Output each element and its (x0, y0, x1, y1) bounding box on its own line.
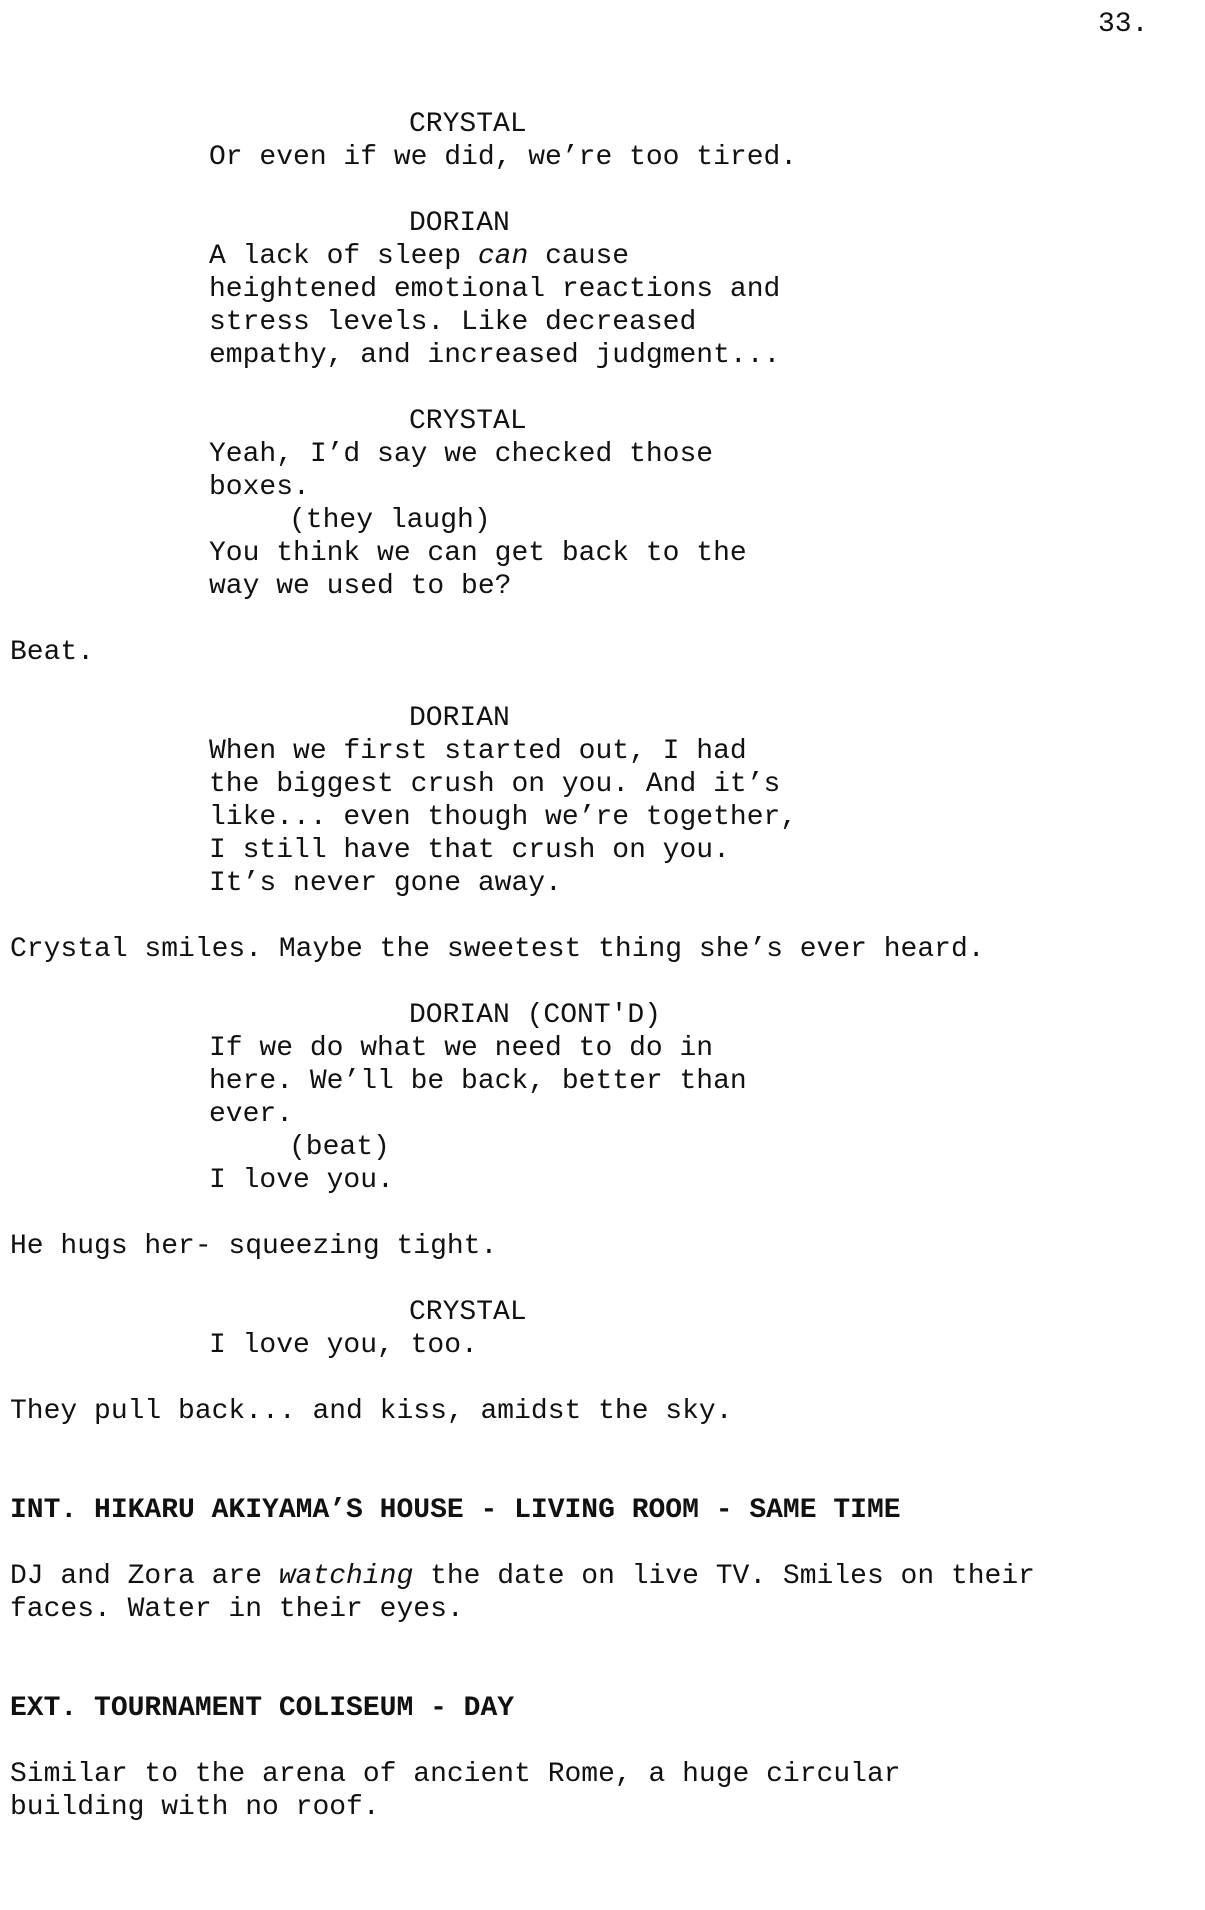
scene-heading: EXT. TOURNAMENT COLISEUM - DAY (10, 1693, 515, 1724)
dialogue-text: A lack of sleep (209, 241, 478, 272)
parenthetical: (they laugh) (289, 505, 491, 536)
character-name: CRYSTAL (409, 1297, 527, 1328)
dialogue-line: I still have that crush on you. (209, 835, 730, 866)
action-line: faces. Water in their eyes. (10, 1594, 464, 1625)
character-name: DORIAN (CONT'D) (409, 1000, 662, 1031)
character-name: CRYSTAL (409, 109, 527, 140)
dialogue-line: boxes. (209, 472, 310, 503)
character-name: CRYSTAL (409, 406, 527, 437)
dialogue-line: stress levels. Like decreased (209, 307, 697, 338)
dialogue-line: way we used to be? (209, 571, 512, 602)
dialogue-line: I love you, too. (209, 1330, 478, 1361)
scene-heading: INT. HIKARU AKIYAMA’S HOUSE - LIVING ROOM - SAME TIME (10, 1495, 901, 1526)
action-text: the date on live TV. Smiles on their (413, 1561, 1035, 1592)
dialogue-line: It’s never gone away. (209, 868, 562, 899)
dialogue-line: ever. (209, 1099, 294, 1130)
dialogue-line (209, 240, 629, 273)
action-text: DJ and Zora are (10, 1561, 279, 1592)
action-emphasis: watching (278, 1561, 414, 1592)
dialogue-line: You think we can get back to the (209, 538, 747, 569)
dialogue-line: empathy, and increased judgment... (209, 340, 781, 371)
action-line: building with no roof. (10, 1792, 380, 1823)
dialogue-line: I love you. (209, 1165, 394, 1196)
dialogue-line: When we first started out, I had (209, 736, 747, 767)
action-line (10, 1560, 1035, 1593)
action-line: He hugs her- squeezing tight. (10, 1231, 498, 1262)
page-number: 33. (1098, 9, 1149, 40)
dialogue-line: Or even if we did, we’re too tired. (209, 142, 798, 173)
action-line: Crystal smiles. Maybe the sweetest thing she’s ever heard. (10, 934, 985, 965)
dialogue-emphasis: can (477, 241, 529, 272)
character-name: DORIAN (409, 208, 510, 239)
action-line: Similar to the arena of ancient Rome, a huge circular (10, 1759, 901, 1790)
dialogue-line: heightened emotional reactions and (209, 274, 781, 305)
dialogue-text: cause (528, 241, 630, 272)
dialogue-line: Yeah, I’d say we checked those (209, 439, 714, 470)
dialogue-line: like... even though we’re together, (209, 802, 798, 833)
character-name: DORIAN (409, 703, 510, 734)
action-line: Beat. (10, 637, 95, 668)
parenthetical: (beat) (289, 1132, 390, 1163)
dialogue-line: here. We’ll be back, better than (209, 1066, 747, 1097)
dialogue-line: If we do what we need to do in (209, 1033, 714, 1064)
action-line: They pull back... and kiss, amidst the sky. (10, 1396, 733, 1427)
dialogue-line: the biggest crush on you. And it’s (209, 769, 781, 800)
